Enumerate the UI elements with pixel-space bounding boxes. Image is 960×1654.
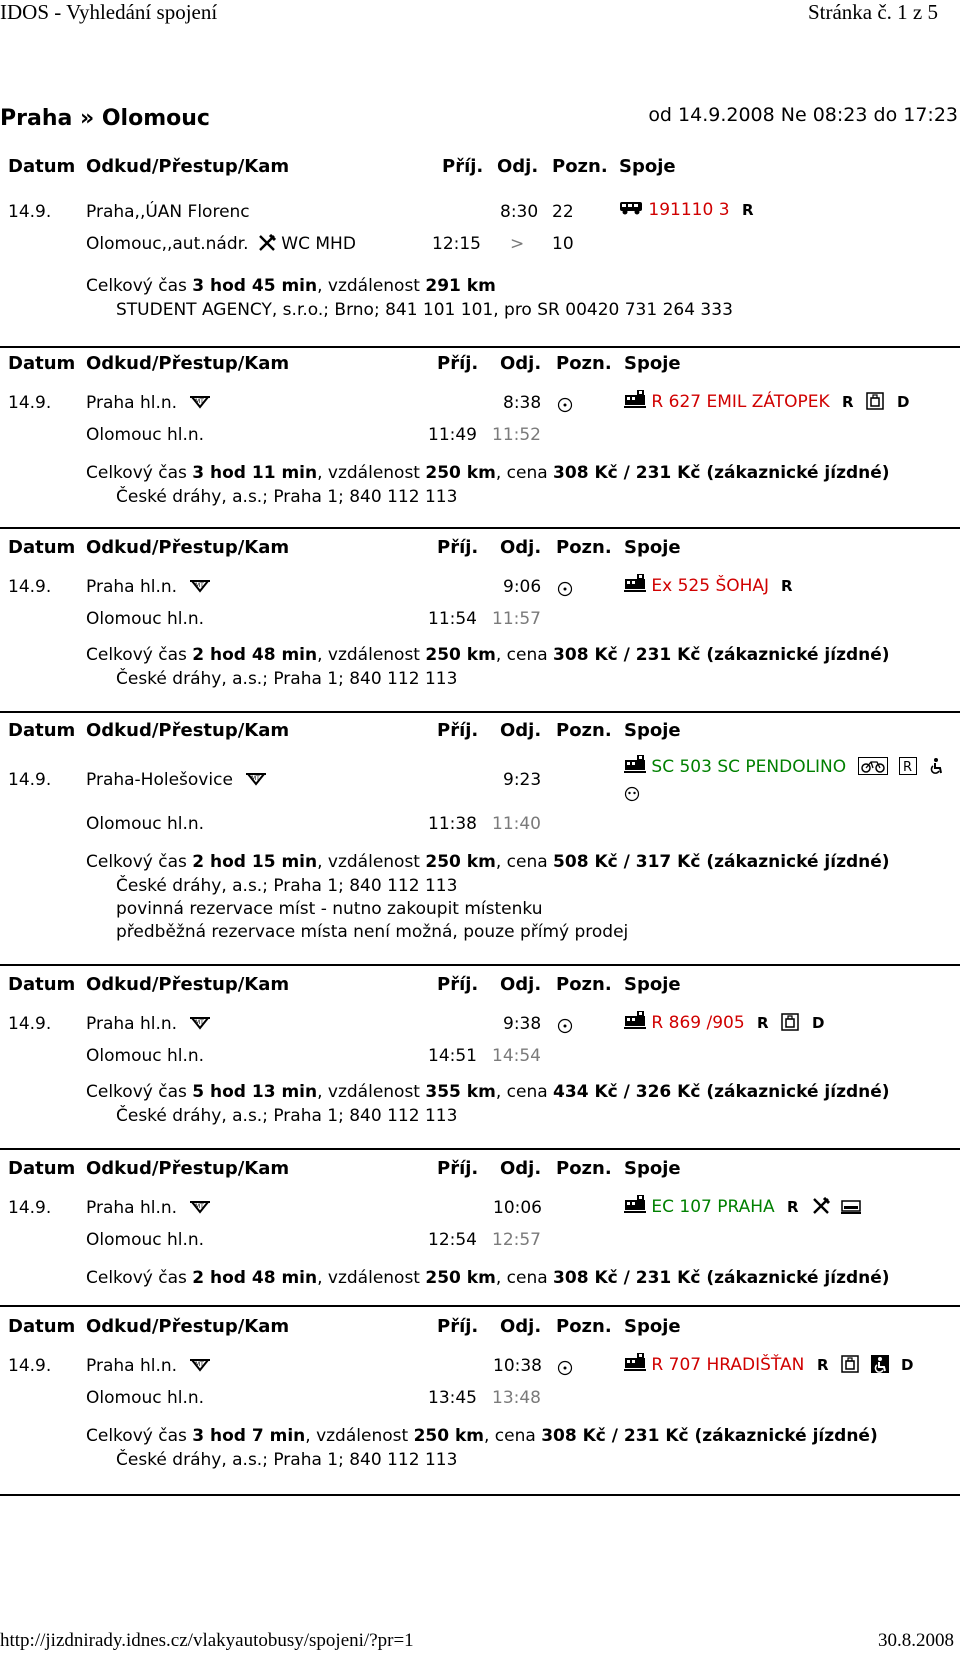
- arr-time: 12:15: [432, 234, 481, 254]
- train-link[interactable]: SC 503 SC PENDOLINO: [651, 757, 847, 777]
- wheelchair-icon: [928, 757, 946, 775]
- col-header-date: Datum: [8, 353, 76, 374]
- col-header-conn: Spoje: [624, 720, 681, 741]
- summary-price-label: , cena: [484, 1426, 542, 1446]
- col-header-place: Odkud/Přestup/Kam: [86, 353, 290, 374]
- clock-icon: [557, 1018, 573, 1034]
- price: 308 Kč / 231 Kč (zákaznické jízdné): [553, 1268, 890, 1288]
- restaurant-icon: [812, 1197, 830, 1215]
- station-icon: [188, 579, 212, 595]
- dep-time: 8:30: [500, 202, 539, 222]
- to-station[interactable]: Olomouc hl.n.: [86, 609, 205, 629]
- from-station-name[interactable]: Praha hl.n.: [86, 577, 178, 597]
- summary-distance-label: , vzdálenost: [317, 1268, 426, 1288]
- reservation-icon: [841, 394, 855, 410]
- col-header-arr: Příj.: [437, 720, 479, 741]
- carrier-info: České dráhy, a.s.; Praha 1; 840 112 113: [116, 1106, 458, 1126]
- col-header-arr: Příj.: [437, 1158, 479, 1179]
- dep-next-time: 12:57: [492, 1230, 541, 1250]
- divider: [0, 1148, 960, 1150]
- summary-distance-label: , vzdálenost: [317, 645, 426, 665]
- col-header-arr: Příj.: [437, 974, 479, 995]
- row-date: 14.9.: [8, 202, 52, 222]
- station-icon: [188, 1200, 212, 1216]
- arr-time: 11:54: [428, 609, 477, 629]
- carrier-info: České dráhy, a.s.; Praha 1; 840 112 113: [116, 669, 458, 689]
- arr-time: 12:54: [428, 1230, 477, 1250]
- carrier-info: STUDENT AGENCY, s.r.o.; Brno; 841 101 101, pro SR 00420 731 264 333: [116, 300, 733, 320]
- price: 508 Kč / 317 Kč (zákaznické jízdné): [553, 852, 890, 872]
- col-header-note: Pozn.: [556, 537, 612, 558]
- sleeper-car-icon: [841, 1199, 861, 1215]
- total-time: 5 hod 13 min: [192, 1082, 318, 1102]
- connection-summary: [86, 1082, 890, 1102]
- col-header-place: Odkud/Přestup/Kam: [86, 720, 290, 741]
- from-station-name[interactable]: Praha hl.n.: [86, 1356, 178, 1376]
- train-info: [624, 1194, 861, 1217]
- col-header-dep: Odj.: [500, 720, 542, 741]
- col-header-date: Datum: [8, 1158, 76, 1179]
- dep-next-time: 11:52: [492, 425, 541, 445]
- col-header-note: Pozn.: [556, 720, 612, 741]
- total-time: 3 hod 45 min: [192, 276, 318, 296]
- col-header-dep: Odj.: [500, 974, 542, 995]
- summary-label: Celkový čas: [86, 852, 193, 872]
- bicycle-icon: [858, 757, 888, 775]
- from-station-name[interactable]: Praha hl.n.: [86, 393, 178, 413]
- col-header-note: Pozn.: [556, 1158, 612, 1179]
- summary-label: Celkový čas: [86, 1082, 193, 1102]
- page-url: http://jizdnirady.idnes.cz/vlakyautobusy/spojeni/?pr=1: [0, 1630, 414, 1651]
- row-date: 14.9.: [8, 770, 52, 790]
- dep-time: 10:38: [493, 1356, 542, 1376]
- row-date: 14.9.: [8, 393, 52, 413]
- col-header-place: Odkud/Přestup/Kam: [86, 974, 290, 995]
- baggage-icon: [841, 1355, 859, 1373]
- train-icon: [624, 389, 646, 409]
- col-header-conn: Spoje: [624, 353, 681, 374]
- reservation-icon: [786, 1199, 800, 1215]
- col-header-conn: Spoje: [624, 1316, 681, 1337]
- station-icon: [188, 1016, 212, 1032]
- summary-price-label: , cena: [495, 1082, 554, 1102]
- from-station: [86, 770, 268, 790]
- to-station[interactable]: Olomouc hl.n.: [86, 1388, 205, 1408]
- to-station[interactable]: Olomouc hl.n.: [86, 1230, 205, 1250]
- from-station: [86, 393, 212, 413]
- train-link[interactable]: EC 107 PRAHA: [651, 1197, 775, 1217]
- connection-summary: [86, 852, 890, 872]
- summary-distance-label: , vzdálenost: [317, 463, 426, 483]
- train-icon: [624, 754, 646, 774]
- connection-summary: [86, 645, 890, 665]
- train-icon: [624, 1194, 646, 1214]
- summary-price-label: , cena: [495, 852, 554, 872]
- distance: 250 km: [425, 852, 496, 872]
- train-icon: [624, 573, 646, 593]
- from-station[interactable]: Praha,,ÚAN Florenc: [86, 202, 250, 222]
- train-icon: [624, 1010, 646, 1030]
- train-info: [619, 200, 755, 220]
- total-time: 3 hod 11 min: [192, 463, 318, 483]
- print-date: 30.8.2008: [878, 1630, 954, 1651]
- distance: 355 km: [425, 1082, 496, 1102]
- col-header-note: Pozn.: [552, 156, 608, 177]
- connection-summary: [86, 276, 496, 296]
- col-header-conn: Spoje: [624, 974, 681, 995]
- summary-distance-label: , vzdálenost: [317, 1082, 426, 1102]
- total-time: 2 hod 48 min: [192, 1268, 318, 1288]
- connection-summary: [86, 463, 890, 483]
- reservation-icon: [756, 1015, 770, 1031]
- train-link[interactable]: R 869 /905: [651, 1013, 745, 1033]
- train-info: [624, 1010, 825, 1033]
- col-header-arr: Příj.: [437, 353, 479, 374]
- divider: [0, 964, 960, 966]
- row-date: 14.9.: [8, 1198, 52, 1218]
- train-link[interactable]: R 627 EMIL ZÁTOPEK: [651, 392, 830, 412]
- connection-summary: [86, 1426, 878, 1446]
- distance: 250 km: [425, 645, 496, 665]
- col-header-dep: Odj.: [500, 353, 542, 374]
- divider: [0, 346, 960, 348]
- dep-time: 9:06: [503, 577, 542, 597]
- reservation-note: předběžná rezervace místa není možná, pouze přímý prodej: [116, 922, 629, 942]
- reservation-icon: [816, 1357, 830, 1373]
- train-link[interactable]: 191110 3: [648, 200, 730, 220]
- from-station: [86, 1356, 212, 1376]
- summary-distance-label: , vzdálenost: [317, 276, 426, 296]
- summary-distance-label: , vzdálenost: [305, 1426, 414, 1446]
- summary-price-label: , cena: [495, 645, 554, 665]
- summary-label: Celkový čas: [86, 276, 193, 296]
- summary-price-label: , cena: [495, 1268, 554, 1288]
- dining-car-icon: [811, 1015, 825, 1031]
- to-station[interactable]: Olomouc hl.n.: [86, 1046, 205, 1066]
- station-icon: [244, 772, 268, 788]
- col-header-place: Odkud/Přestup/Kam: [86, 537, 290, 558]
- col-header-note: Pozn.: [556, 974, 612, 995]
- col-header-dep: Odj.: [497, 156, 539, 177]
- col-header-arr: Příj.: [442, 156, 484, 177]
- total-time: 3 hod 7 min: [192, 1426, 306, 1446]
- station-icon: [188, 1358, 212, 1374]
- dep-time: 10:06: [493, 1198, 542, 1218]
- to-station[interactable]: Olomouc hl.n.: [86, 814, 205, 834]
- connection-summary: [86, 1268, 890, 1288]
- from-station: [86, 577, 212, 597]
- arr-time: 11:49: [428, 425, 477, 445]
- summary-label: Celkový čas: [86, 463, 193, 483]
- price: 308 Kč / 231 Kč (zákaznické jízdné): [553, 645, 890, 665]
- from-station-name[interactable]: Praha hl.n.: [86, 1014, 178, 1034]
- summary-price-label: , cena: [495, 463, 554, 483]
- dep-next-time: 11:40: [492, 814, 541, 834]
- dep-time: 9:38: [503, 1014, 542, 1034]
- col-header-date: Datum: [8, 537, 76, 558]
- from-station-name[interactable]: Praha hl.n.: [86, 1198, 178, 1218]
- train-info: [624, 573, 794, 596]
- dining-car-icon: [896, 394, 910, 410]
- distance: 250 km: [413, 1426, 484, 1446]
- distance: 291 km: [425, 276, 496, 296]
- from-station: [86, 1198, 212, 1218]
- clock-icon: [557, 1360, 573, 1376]
- to-station-suffix: WC MHD: [281, 234, 356, 254]
- carrier-info: České dráhy, a.s.; Praha 1; 840 112 113: [116, 1450, 458, 1470]
- train-icon: [624, 1352, 646, 1372]
- restaurant-icon: [258, 234, 276, 252]
- carrier-info: České dráhy, a.s.; Praha 1; 840 112 113: [116, 876, 458, 896]
- baggage-icon: [866, 392, 884, 410]
- distance: 250 km: [425, 463, 496, 483]
- to-station-name[interactable]: Olomouc,,aut.nádr.: [86, 234, 249, 254]
- col-header-conn: Spoje: [624, 1158, 681, 1179]
- arr-separator: >: [510, 234, 525, 254]
- clock-icon: [557, 397, 573, 413]
- page-header-title: IDOS - Vyhledání spojení: [0, 0, 218, 24]
- col-header-dep: Odj.: [500, 1316, 542, 1337]
- summary-distance-label: , vzdálenost: [317, 852, 426, 872]
- reservation-note: povinná rezervace míst - nutno zakoupit místenku: [116, 899, 543, 919]
- summary-label: Celkový čas: [86, 1426, 193, 1446]
- dining-car-icon: [900, 1357, 914, 1373]
- reservation-icon: [780, 578, 794, 594]
- to-station: [86, 234, 356, 254]
- reservation-box-icon: [899, 757, 917, 775]
- station-icon: [188, 395, 212, 411]
- dep-time: 9:23: [503, 770, 542, 790]
- col-header-dep: Odj.: [500, 1158, 542, 1179]
- route-date-range: od 14.9.2008 Ne 08:23 do 17:23: [648, 104, 958, 126]
- total-time: 2 hod 15 min: [192, 852, 318, 872]
- col-header-conn: Spoje: [624, 537, 681, 558]
- price: 434 Kč / 326 Kč (zákaznické jízdné): [553, 1082, 890, 1102]
- wheelchair-icon: [871, 1355, 889, 1373]
- price: 308 Kč / 231 Kč (zákaznické jízdné): [553, 463, 890, 483]
- page-number: Stránka č. 1 z 5: [807, 0, 938, 24]
- dep-next-time: 11:57: [492, 609, 541, 629]
- col-header-arr: Příj.: [437, 537, 479, 558]
- distance: 250 km: [425, 1268, 496, 1288]
- row-date: 14.9.: [8, 1014, 52, 1034]
- col-header-date: Datum: [8, 720, 76, 741]
- col-header-date: Datum: [8, 1316, 76, 1337]
- train-info: [624, 1352, 914, 1375]
- summary-label: Celkový čas: [86, 645, 193, 665]
- arr-time: 11:38: [428, 814, 477, 834]
- carrier-info: České dráhy, a.s.; Praha 1; 840 112 113: [116, 487, 458, 507]
- reservation-icon: [741, 202, 755, 218]
- total-time: 2 hod 48 min: [192, 645, 318, 665]
- baggage-icon: [781, 1013, 799, 1031]
- clock-icon: [557, 581, 573, 597]
- col-header-note: Pozn.: [556, 1316, 612, 1337]
- arr-platform: 10: [552, 234, 574, 254]
- row-date: 14.9.: [8, 577, 52, 597]
- from-station-name[interactable]: Praha-Holešovice: [86, 770, 233, 790]
- col-header-arr: Příj.: [437, 1316, 479, 1337]
- bus-icon: [619, 200, 643, 216]
- col-header-conn: Spoje: [619, 156, 676, 177]
- smile-icon: [624, 786, 640, 802]
- row-date: 14.9.: [8, 1356, 52, 1376]
- arr-time: 14:51: [428, 1046, 477, 1066]
- col-header-place: Odkud/Přestup/Kam: [86, 1316, 290, 1337]
- col-header-date: Datum: [8, 156, 76, 177]
- train-link[interactable]: Ex 525 ŠOHAJ: [651, 576, 770, 596]
- from-station: [86, 1014, 212, 1034]
- arr-time: 13:45: [428, 1388, 477, 1408]
- train-info: [624, 389, 910, 412]
- dep-next-time: 14:54: [492, 1046, 541, 1066]
- col-header-date: Datum: [8, 974, 76, 995]
- col-header-place: Odkud/Přestup/Kam: [86, 156, 290, 177]
- col-header-dep: Odj.: [500, 537, 542, 558]
- col-header-note: Pozn.: [556, 353, 612, 374]
- train-link[interactable]: R 707 HRADIŠŤAN: [651, 1355, 805, 1375]
- dep-next-time: 13:48: [492, 1388, 541, 1408]
- divider: [0, 711, 960, 713]
- price: 308 Kč / 231 Kč (zákaznické jízdné): [541, 1426, 878, 1446]
- train-info: [624, 754, 946, 777]
- to-station[interactable]: Olomouc hl.n.: [86, 425, 205, 445]
- col-header-place: Odkud/Přestup/Kam: [86, 1158, 290, 1179]
- dep-platform: 22: [552, 202, 574, 222]
- dep-time: 8:38: [503, 393, 542, 413]
- divider: [0, 527, 960, 529]
- divider: [0, 1305, 960, 1307]
- summary-label: Celkový čas: [86, 1268, 193, 1288]
- route-title: Praha » Olomouc: [0, 106, 210, 131]
- divider: [0, 1494, 960, 1496]
